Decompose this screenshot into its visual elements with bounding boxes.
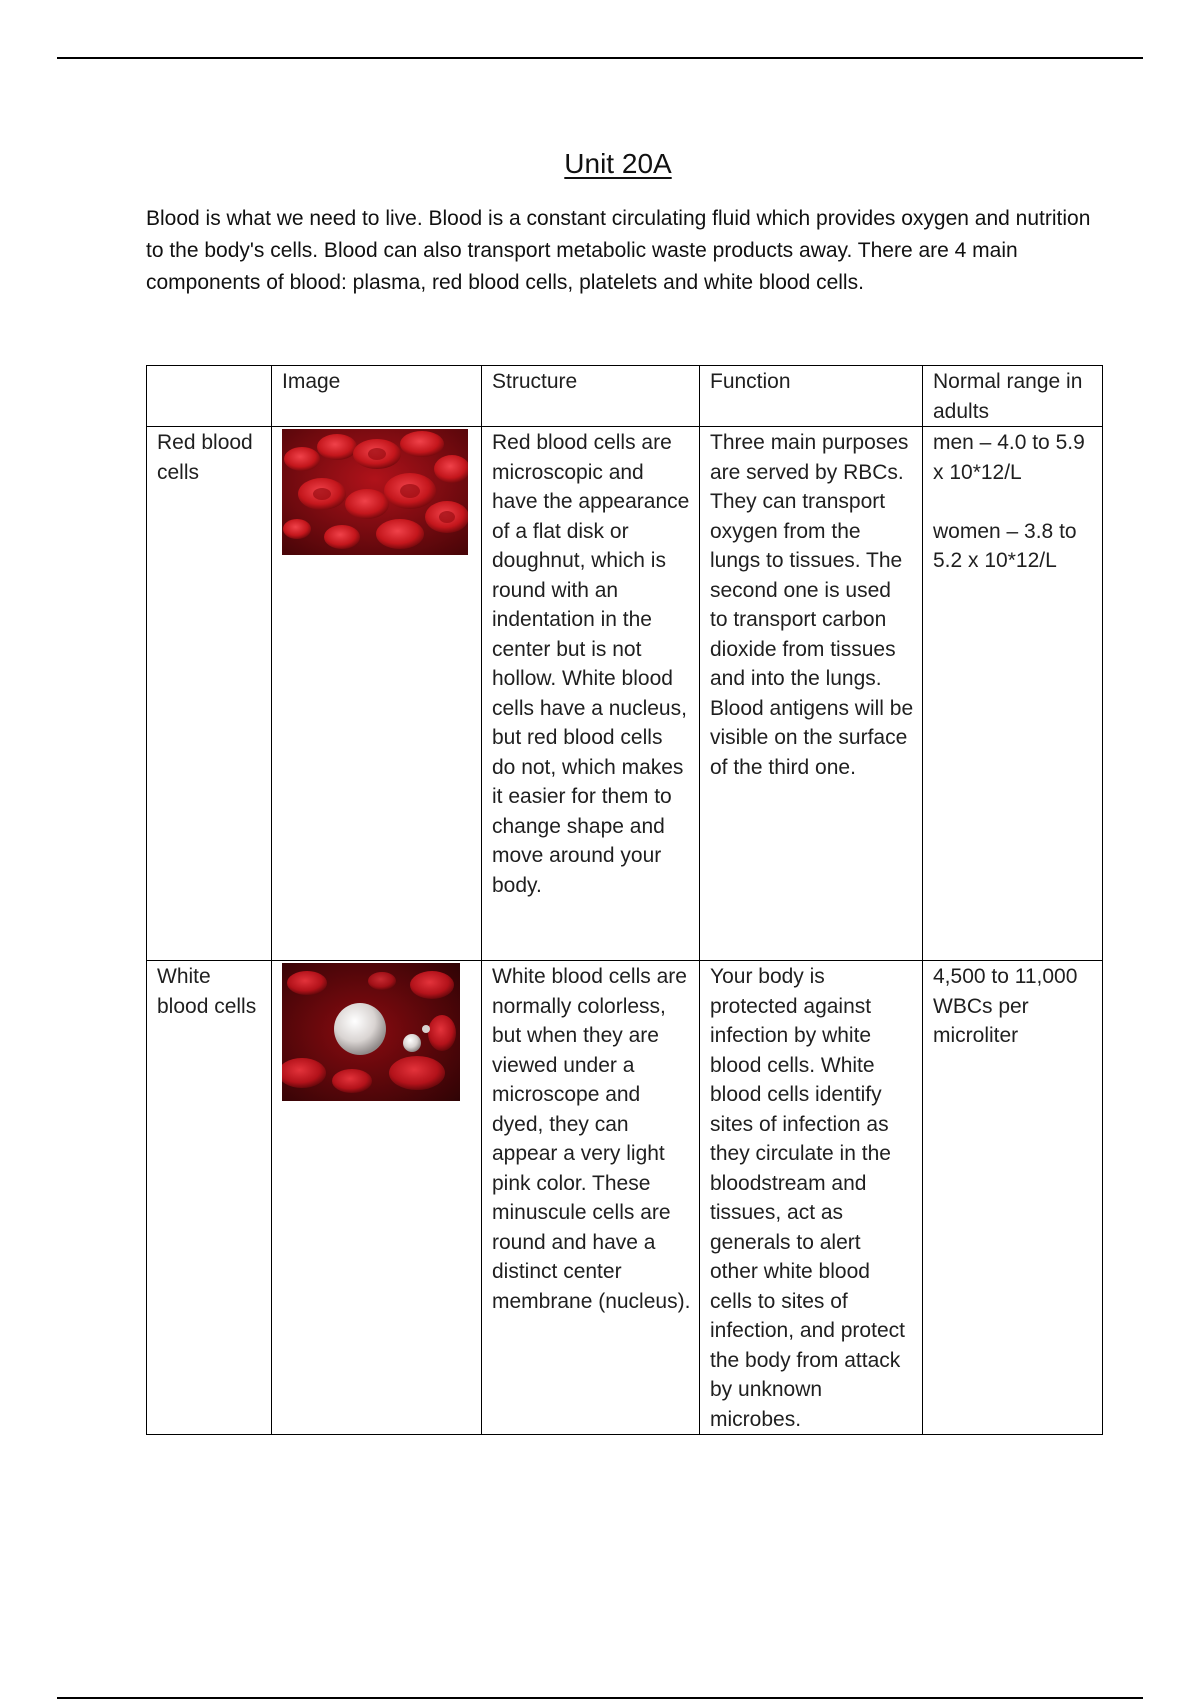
header-cell-range: Normal range in adults xyxy=(923,366,1103,427)
range-cell: 4,500 to 11,000 WBCs per microliter xyxy=(923,961,1103,1435)
structure-cell: Red blood cells are microscopic and have the appearance of a flat disk or doughnut, which is round with an indentation in the center but is not hollow. White blood cells have a nucleus, but red blood cells do not, which makes it easier for them to change shape and move around your body. xyxy=(482,427,700,961)
red-blood-cells-photo xyxy=(282,429,468,555)
header-cell-structure: Structure xyxy=(482,366,700,427)
image-cell xyxy=(272,427,482,961)
range-cell xyxy=(923,427,1103,961)
function-cell: Your body is protected against infection by white blood cells. White blood cells identify sites of infection as they circulate in the bloodstream and tissues, act as generals to alert other white blood cells to sites of infection, and protect the body from attack by unknown microbes. xyxy=(700,961,923,1435)
table-row xyxy=(147,961,1103,1435)
blood-cells-table xyxy=(146,365,1103,1435)
range-women: women – 3.8 to 5.2 x 10*12/L xyxy=(933,519,1077,572)
header-rule xyxy=(57,57,1143,59)
table-header-row xyxy=(147,366,1103,427)
range-men: men – 4.0 to 5.9 x 10*12/L xyxy=(933,431,1085,484)
intro-paragraph: Blood is what we need to live. Blood is a constant circulating fluid which provides oxygen and nutrition to the body's cells. Blood can also transport metabolic waste products away. There are 4 main components of blood: plasma, red blood cells, platelets and white blood cells. xyxy=(146,207,1091,294)
table-row xyxy=(147,427,1103,961)
page-title: Unit 20A xyxy=(564,148,672,179)
structure-cell: White blood cells are normally colorless, but when they are viewed under a microscope and dyed, they can appear a very light pink color. These minuscule cells are round and have a distinct center membrane (nucleus). xyxy=(482,961,700,1435)
white-blood-cell-photo xyxy=(282,963,460,1101)
row-label: Red blood cells xyxy=(147,427,272,961)
footer-rule xyxy=(57,1697,1143,1699)
header-cell-image: Image xyxy=(272,366,482,427)
header-cell-blank xyxy=(147,366,272,427)
row-label: White blood cells xyxy=(147,961,272,1435)
header-cell-function: Function xyxy=(700,366,923,427)
function-cell: Three main purposes are served by RBCs. They can transport oxygen from the lungs to tissues. The second one is used to transport carbon dioxide from tissues and into the lungs. Blood antigens will be visible on the surface of the third one. xyxy=(700,427,923,961)
image-cell xyxy=(272,961,482,1435)
